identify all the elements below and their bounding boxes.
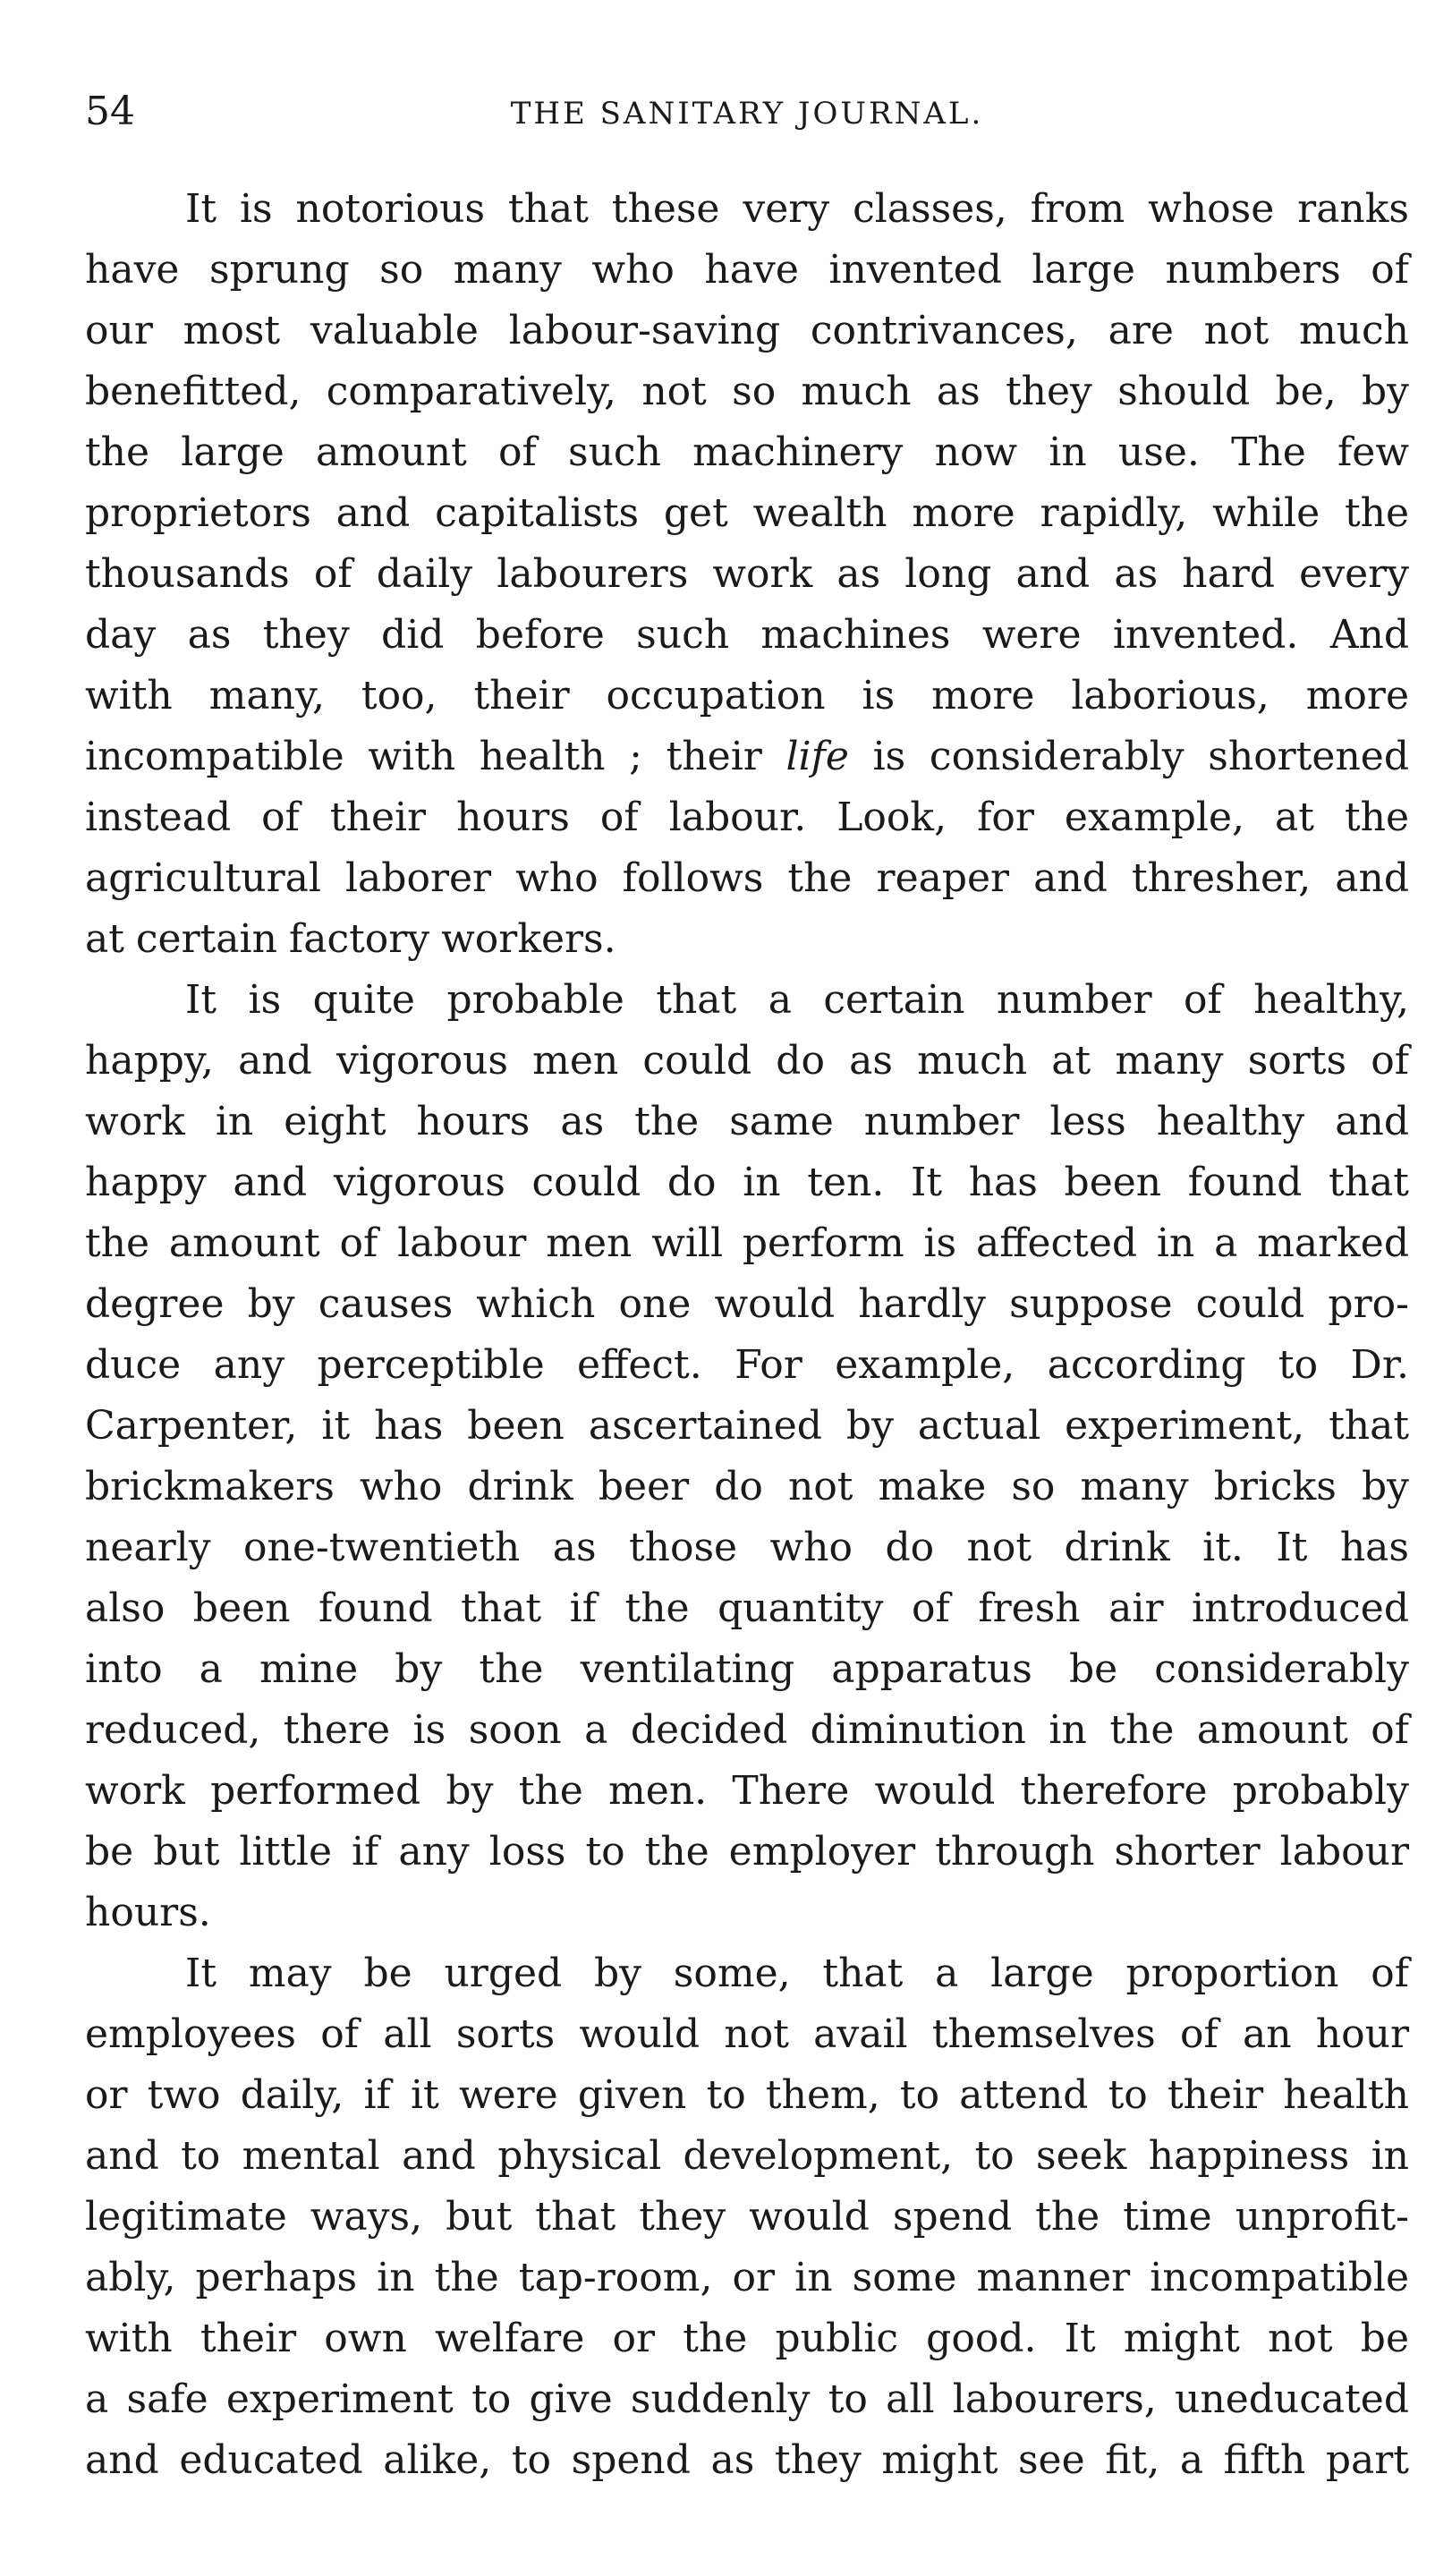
text-line: It is quite probable that a certain number of healthy, bbox=[185, 977, 1409, 1023]
text-line: be but little if any loss to the employer through shorter labour bbox=[85, 1829, 1409, 1875]
text-line: and educated alike, to spend as they might see fit, a fifth part bbox=[85, 2437, 1409, 2483]
text-line: a safe experiment to give suddenly to all labourers, uneducated bbox=[85, 2376, 1409, 2422]
text-line: nearly one-twentieth as those who do not drink it. It has bbox=[85, 1525, 1409, 1570]
text-line: with many, too, their occupation is more laborious, more bbox=[85, 673, 1409, 718]
text-line: benefitted, comparatively, not so much as they should be, by bbox=[85, 369, 1409, 414]
text-line: It may be urged by some, that a large proportion of bbox=[185, 1951, 1409, 1996]
text-line: at certain factory workers. bbox=[85, 916, 616, 962]
text-line: duce any perceptible effect. For example, according to Dr. bbox=[85, 1342, 1409, 1388]
text-line: proprietors and capitalists get wealth more rapidly, while the bbox=[85, 490, 1409, 536]
text-line: It is notorious that these very classes, from whose ranks bbox=[185, 186, 1409, 232]
text-line: work performed by the men. There would therefore probably bbox=[85, 1768, 1409, 1814]
text-line: hours. bbox=[85, 1890, 211, 1935]
text-line: and to mental and physical development, to seek happiness in bbox=[85, 2133, 1409, 2179]
body-text bbox=[85, 179, 1409, 2491]
text-line: instead of their hours of labour. Look, for example, at the bbox=[85, 795, 1409, 840]
text-line: our most valuable labour-saving contrivances, are not much bbox=[85, 308, 1409, 353]
text-line: day as they did before such machines were invented. And bbox=[85, 612, 1409, 658]
running-head bbox=[85, 85, 1409, 148]
text-line: brickmakers who drink beer do not make so many bricks by bbox=[85, 1464, 1409, 1509]
text-line: the amount of labour men will perform is affected in a marked bbox=[85, 1220, 1409, 1266]
text-line: incompatible with health ; their life is considerably shortened bbox=[85, 734, 1409, 779]
text-line: legitimate ways, but that they would spend the time unprofit- bbox=[85, 2194, 1409, 2240]
text-line: work in eight hours as the same number less healthy and bbox=[85, 1099, 1409, 1144]
text-line: have sprung so many who have invented large numbers of bbox=[85, 247, 1409, 293]
text-line: or two daily, if it were given to them, to attend to their health bbox=[85, 2072, 1409, 2118]
text-line: with their own welfare or the public good. It might not be bbox=[85, 2316, 1409, 2361]
text-line: the large amount of such machinery now in use. The few bbox=[85, 429, 1409, 475]
journal-title: THE SANITARY JOURNAL. bbox=[510, 96, 984, 132]
text-line: also been found that if the quantity of fresh air introduced bbox=[85, 1586, 1409, 1631]
text-line: employees of all sorts would not avail themselves of an hour bbox=[85, 2011, 1409, 2057]
text-line: into a mine by the ventilating apparatus be considerably bbox=[85, 1646, 1409, 1692]
page-number: 54 bbox=[85, 89, 135, 134]
text-line: happy, and vigorous men could do as much at many sorts of bbox=[85, 1038, 1409, 1084]
text-line: degree by causes which one would hardly suppose could pro- bbox=[85, 1281, 1409, 1327]
text-line: Carpenter, it has been ascertained by actual experiment, that bbox=[85, 1403, 1409, 1449]
text-line: ably, perhaps in the tap-room, or in some manner incompatible bbox=[85, 2255, 1409, 2300]
text-line: reduced, there is soon a decided diminution in the amount of bbox=[85, 1707, 1409, 1753]
text-line: happy and vigorous could do in ten. It has been found that bbox=[85, 1160, 1409, 1205]
italic-word: life bbox=[785, 734, 849, 779]
text-line: thousands of daily labourers work as long and as hard every bbox=[85, 551, 1409, 597]
text-line: agricultural laborer who follows the reaper and thresher, and bbox=[85, 855, 1409, 901]
